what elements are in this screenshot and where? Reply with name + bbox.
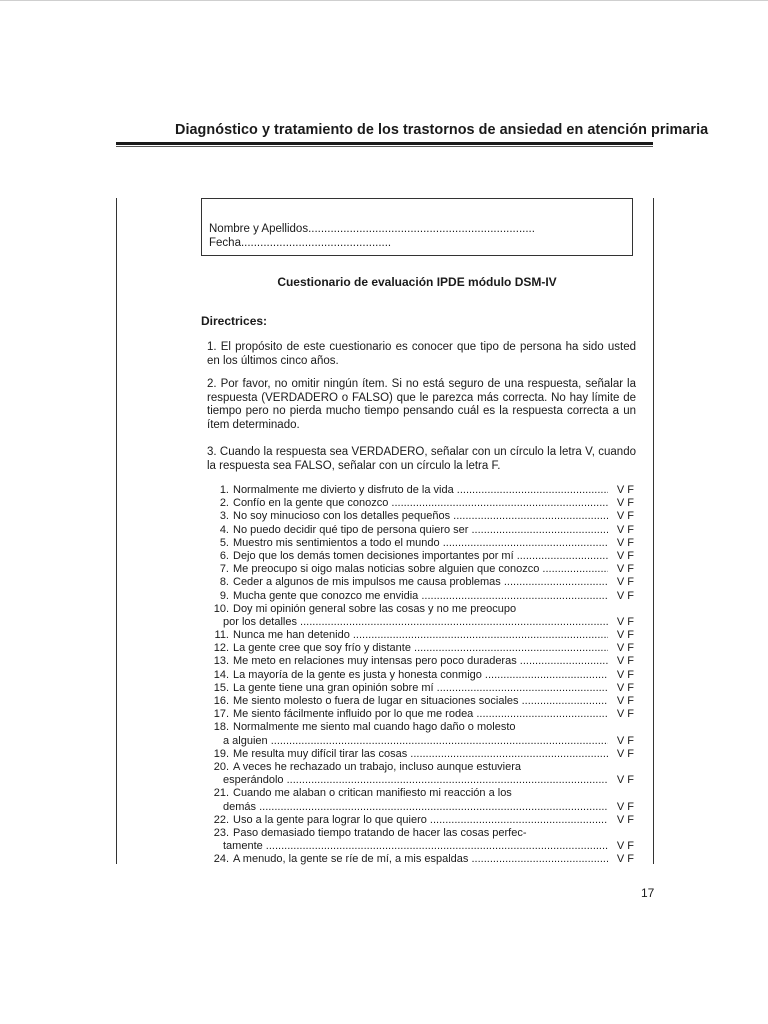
date-field: Fecha............................................... [209,237,392,249]
questionnaire-item [201,576,634,589]
item-text: Nunca me han detenido ..... [233,629,608,642]
questionnaire-item [201,761,634,774]
item-text: Doy mi opinión general sobre las cosas y no me preocupo [233,602,517,615]
item-text: A menudo, la gente se ríe de mí, a mis espaldas ..... [233,853,608,866]
questionnaire-item [201,524,634,537]
questionnaire-item [201,590,634,603]
item-text: Normalmente me siento mal cuando hago daño o molesto [233,721,516,734]
true-false-answer[interactable]: V F [616,774,634,787]
item-number: 23. [213,826,229,839]
item-number: 2. [219,497,229,510]
questionnaire-items [201,484,634,866]
questionnaire-item [201,827,634,840]
questionnaire-item [201,550,634,563]
item-text: Me siento molesto o fuera de lugar en situaciones sociales ..... [233,695,608,708]
item-text: Muestro mis sentimientos a todo el mundo ..... [233,537,608,550]
item-text: Mucha gente que conozco me envidia ..... [233,590,608,603]
item-text: Ceder a algunos de mis impulsos me causa problemas ..... [233,576,608,589]
item-number: 1. [219,484,229,496]
item-text-continuation: a alguien ..... [223,735,608,748]
questionnaire-item [201,497,634,510]
item-text: No puedo decidir qué tipo de persona quiero ser ..... [233,524,608,537]
questionnaire-item [201,642,634,655]
item-number: 16. [213,695,229,707]
true-false-answer[interactable]: V F [616,484,634,496]
questionnaire-item [201,721,634,734]
item-text: No soy minucioso con los detalles pequeños ..... [233,510,608,523]
item-text: Dejo que los demás tomen decisiones importantes por mí ..... [233,550,608,563]
true-false-answer[interactable]: V F [616,576,634,589]
directives-heading: Directrices: [201,314,268,328]
true-false-answer[interactable]: V F [616,549,634,562]
directive-paragraph [207,446,636,473]
item-text: Normalmente me divierto y disfruto de la vida ..... [233,484,608,497]
true-false-answer[interactable]: V F [616,536,634,549]
item-number: 3. [219,510,229,523]
item-text: A veces he rechazado un trabajo, incluso aunque estuviera [233,760,522,773]
true-false-answer[interactable]: V F [616,747,634,760]
item-text: La gente cree que soy frío y distante ..... [233,642,608,655]
item-text: Me siento fácilmente influido por lo que me rodea ..... [233,708,608,721]
item-number: 11. [214,629,229,642]
item-text-continuation: demás ..... [223,801,608,814]
questionnaire-item [201,629,634,642]
questionnaire-item-continuation [201,840,634,853]
questionnaire-item [201,814,634,827]
true-false-answer[interactable]: V F [616,615,634,628]
item-text: Paso demasiado tiempo tratando de hacer las cosas perfec- [233,826,527,839]
true-false-answer[interactable]: V F [616,734,634,747]
item-number: 13. [213,655,229,668]
item-text: Confío en la gente que conozco ..... [233,497,608,510]
item-number: 8. [219,576,229,589]
item-text: Me meto en relaciones muy intensas pero poco duraderas ..... [233,655,608,668]
name-field: Nombre y Apellidos....................................................................... [209,223,535,235]
item-text-continuation: tamente ..... [223,840,608,853]
item-number: 5. [219,536,229,549]
questionnaire-item [201,484,634,497]
questionnaire-item [201,708,634,721]
questionnaire-item-continuation [201,774,634,787]
questionnaire-item-continuation [201,616,634,629]
true-false-answer[interactable]: V F [616,510,634,523]
item-text: La gente tiene una gran opinión sobre mí ..... [233,682,608,695]
item-number: 18. [213,721,229,734]
questionnaire-title: Cuestionario de evaluación IPDE módulo DSM-IV [277,275,557,289]
item-text: Uso a la gente para lograr lo que quiero ..... [233,814,608,827]
true-false-answer[interactable]: V F [616,589,634,602]
item-number: 21. [213,787,229,800]
item-number: 20. [213,760,229,773]
true-false-answer[interactable]: V F [616,840,634,853]
item-number: 4. [219,523,229,536]
directive-paragraph [207,341,636,368]
item-number: 15. [213,681,229,694]
right-margin-line [653,198,654,864]
header-rule [116,142,653,145]
questionnaire-item [201,695,634,708]
top-edge-rule [0,0,768,1]
questionnaire-item [201,682,634,695]
questionnaire-item [201,669,634,682]
true-false-answer[interactable]: V F [616,695,634,707]
true-false-answer[interactable]: V F [616,523,634,536]
questionnaire-item-continuation [201,801,634,814]
header-rule-thin [116,146,653,147]
item-text: La mayoría de la gente es justa y honesta conmigo ..... [233,669,608,682]
item-text-continuation: esperándolo ..... [223,774,608,787]
directive-text: 3. Cuando la respuesta sea VERDADERO, señalar con un círculo la letra V, cuando la respuesta sea FALSO, señalar con un círculo la letra F. [207,446,636,472]
questionnaire-item-continuation [201,735,634,748]
item-text: Cuando me alaban o critican manifiesto mi reacción a los [233,787,512,800]
left-margin-line [116,198,117,864]
item-number: 17. [213,708,229,721]
true-false-answer[interactable]: V F [616,655,634,668]
questionnaire-item [201,603,634,616]
item-number: 7. [219,563,229,576]
true-false-answer[interactable]: V F [616,563,634,576]
true-false-answer[interactable]: V F [616,708,634,721]
item-number: 6. [219,549,229,562]
true-false-answer[interactable]: V F [616,853,634,866]
questionnaire-item [201,655,634,668]
true-false-answer[interactable]: V F [616,681,634,694]
item-number: 22. [213,813,229,826]
questionnaire-item [201,787,634,800]
item-number: 10. [213,602,229,615]
true-false-answer[interactable]: V F [616,813,634,826]
item-number: 19. [213,747,229,760]
questionnaire-item [201,563,634,576]
true-false-answer[interactable]: V F [616,668,634,681]
item-text: Me resulta muy difícil tirar las cosas ..... [233,748,608,761]
directive-paragraph [207,378,636,432]
true-false-answer[interactable]: V F [616,642,634,655]
item-number: 9. [219,589,229,602]
identification-box [201,198,633,256]
item-number: 24. [213,853,229,866]
item-text: Me preocupo si oigo malas noticias sobre alguien que conozco ..... [233,563,608,576]
true-false-answer[interactable]: V F [616,497,634,510]
item-number: 12. [213,642,229,655]
item-text-continuation: por los detalles ..... [223,616,608,629]
item-number: 14. [213,668,229,681]
questionnaire-item [201,853,634,866]
questionnaire-item [201,537,634,550]
running-header-title: Diagnóstico y tratamiento de los trastornos de ansiedad en atención primaria [175,122,709,138]
page-number: 17 [641,886,655,900]
true-false-answer[interactable]: V F [616,629,634,642]
questionnaire-item [201,748,634,761]
questionnaire-item [201,510,634,523]
directive-text: 2. Por favor, no omitir ningún ítem. Si no está seguro de una respuesta, señalar la respuesta (VERDADERO o FALSO) que le parezca más correcta. No hay límite de tiempo pero no pierda mucho tiempo pensando cuál es la respuesta correcta a un ítem determinado. [207,378,636,431]
true-false-answer[interactable]: V F [616,800,634,813]
directive-text: 1. El propósito de este cuestionario es conocer que tipo de persona ha sido usted en los últimos cinco años. [207,341,636,367]
